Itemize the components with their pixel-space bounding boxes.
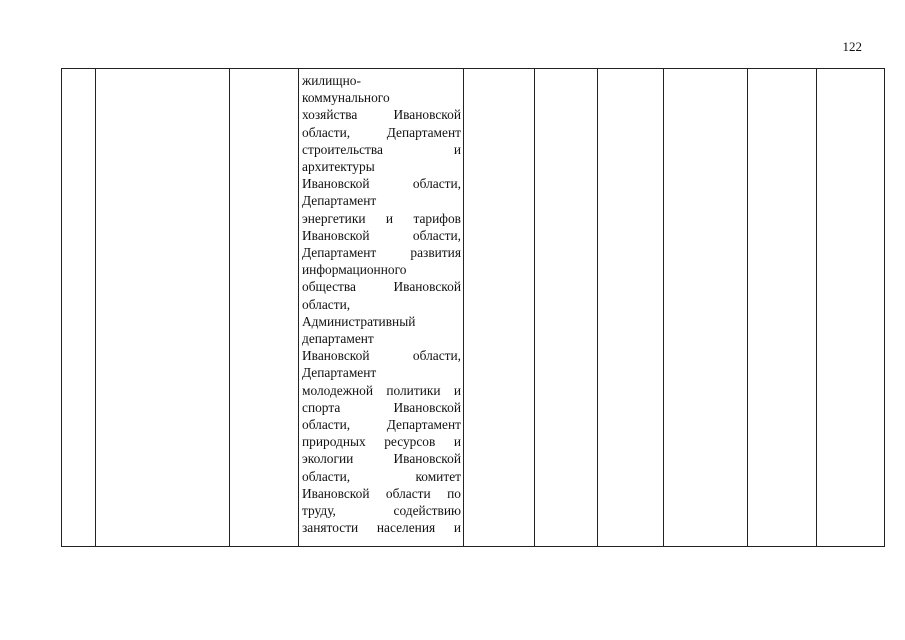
responsible-text-line: Ивановской области,	[302, 348, 461, 364]
responsible-text-line: экологии Ивановской	[302, 451, 461, 467]
responsible-text-line: департамент	[302, 331, 374, 347]
responsible-text-line: информационного	[302, 262, 407, 278]
responsible-text-line: Ивановской области,	[302, 176, 461, 192]
table-cell-col-7	[598, 69, 664, 547]
table-cell-col-1	[62, 69, 96, 547]
responsible-text-line: Административный	[302, 313, 416, 329]
responsible-text-line: энергетики и тарифов	[302, 210, 461, 226]
responsible-text-line: природных ресурсов и	[302, 434, 461, 450]
responsible-text-line: коммунального	[302, 90, 390, 106]
responsible-text-line: Департамент	[302, 365, 377, 381]
table-cell-col-10	[817, 69, 885, 547]
responsible-text-line: Ивановской области по	[302, 485, 461, 501]
responsible-text-line: области, Департамент	[302, 124, 461, 140]
document-table	[61, 68, 885, 547]
table-cell-responsible	[299, 69, 464, 547]
responsible-executors-text	[299, 69, 463, 536]
responsible-text-line: Департамент развития	[302, 245, 461, 261]
responsible-text-line: области, комитет	[302, 468, 461, 484]
responsible-text-line: хозяйства Ивановской	[302, 107, 461, 123]
responsible-text-line: труду, содействию	[302, 503, 461, 519]
page-number: 122	[842, 39, 862, 54]
responsible-text-line: области,	[302, 296, 351, 312]
responsible-text-line: общества Ивановской	[302, 279, 461, 295]
responsible-text-line: занятости населения и	[302, 520, 461, 536]
table-cell-col-6	[535, 69, 598, 547]
table-cell-col-8	[664, 69, 748, 547]
table-cell-col-2	[96, 69, 230, 547]
table-cell-col-9	[748, 69, 817, 547]
responsible-text-line: Департамент	[302, 193, 377, 209]
table-cell-col-5	[464, 69, 535, 547]
responsible-text-line: области, Департамент	[302, 417, 461, 433]
responsible-text-line: молодежной политики и	[302, 382, 461, 398]
responsible-text-line: архитектуры	[302, 159, 375, 175]
responsible-text-line: Ивановской области,	[302, 227, 461, 243]
table-cell-col-3	[230, 69, 299, 547]
table-row	[62, 69, 885, 547]
responsible-text-line: жилищно-	[302, 73, 361, 88]
responsible-text-line: спорта Ивановской	[302, 399, 461, 415]
responsible-text-line: строительства и	[302, 141, 461, 157]
